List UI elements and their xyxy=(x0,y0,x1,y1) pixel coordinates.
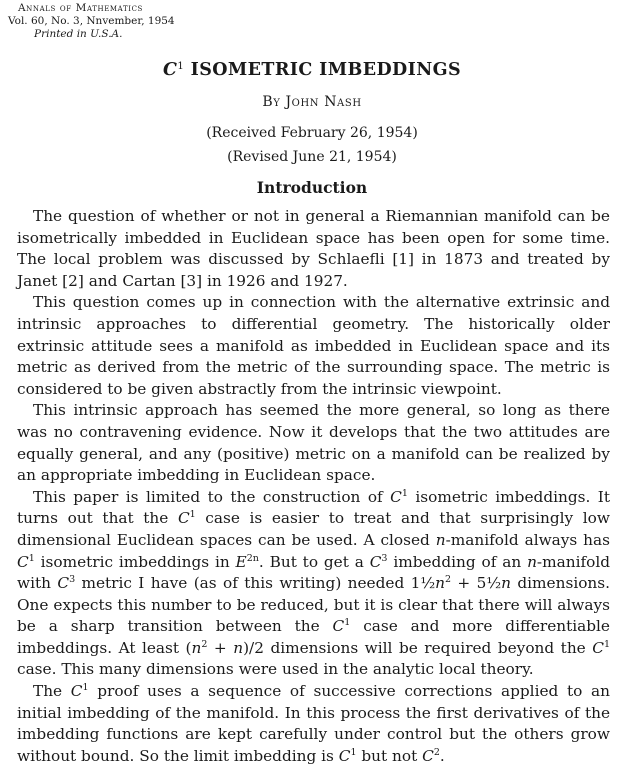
p5-text: proof uses a sequence of successive corrections applied to an initial imbedding of the manifold. In this process the first derivatives of the imbedding functions are kept carefully under control but the others grow without bound. So the limit imbedding is xyxy=(17,682,610,765)
title-text: ISOMETRIC IMBEDDINGS xyxy=(190,60,461,80)
p5-text: but not xyxy=(356,746,423,765)
p4-text: . But to get a xyxy=(258,552,370,571)
math-symbol: C xyxy=(17,552,29,571)
p4-text: -manifold with xyxy=(17,552,611,593)
math-superscript: 2 xyxy=(445,574,452,586)
title-prefix: C xyxy=(163,60,178,80)
math-symbol: E xyxy=(235,552,247,571)
math-symbol: n xyxy=(191,638,202,657)
p4-text: This paper is limited to the construction of xyxy=(33,487,391,506)
p4-text: case and more differentiable imbeddings. At least ( xyxy=(17,617,610,657)
math-superscript: 2 xyxy=(433,746,440,758)
math-superscript: 3 xyxy=(69,574,76,586)
math-symbol: n xyxy=(501,574,512,593)
math-symbol: C xyxy=(422,746,434,765)
math-symbol: n xyxy=(233,638,244,657)
volume-line: Vol. 60, No. 3, Nnvember, 1954 xyxy=(8,15,175,27)
math-superscript: 2n xyxy=(246,552,259,564)
p4-text: isometric imbeddings. It turns out that the xyxy=(17,487,610,528)
p4-text: case is easier to treat and that surprisingly low dimensional Euclidean spaces can be used. A closed xyxy=(17,509,610,549)
paper-title xyxy=(0,60,624,80)
paragraph-4 xyxy=(17,487,610,681)
p4-text: + xyxy=(207,638,234,657)
p4-text: dimensions. One expects this number to be reduced, but it is clear that there will always be a sharp transition between the xyxy=(17,574,610,636)
math-symbol: C xyxy=(177,509,190,528)
p4-text: isometric imbeddings in xyxy=(34,552,236,571)
title-prefix-sup: 1 xyxy=(177,61,185,72)
math-superscript: 1 xyxy=(28,552,35,564)
p4-text: + 5½ xyxy=(451,574,502,593)
math-symbol: n xyxy=(435,530,446,549)
math-superscript: 1 xyxy=(189,509,196,521)
p4-text: case. This many dimensions were used in the analytic local theory. xyxy=(17,660,534,679)
math-symbol: C xyxy=(369,552,382,571)
math-symbol: n xyxy=(435,574,446,593)
math-superscript: 1 xyxy=(82,682,89,694)
math-symbol: C xyxy=(332,617,345,636)
paragraph-5 xyxy=(17,681,610,767)
paragraph-1: The question of whether or not in general a Riemannian manifold can be isometrically imbedded in Euclidean space has been open for some time. The local problem was discussed by Schlaefli [1] in 1873 and treated by Janet [2] and Cartan [3] in 1926 and 1927. xyxy=(17,207,610,290)
math-superscript: 1 xyxy=(401,487,408,499)
math-superscript: 2 xyxy=(201,638,208,650)
math-superscript: 1 xyxy=(603,638,610,650)
math-symbol: C xyxy=(70,682,83,701)
p4-text: )/2 dimensions will be required beyond the xyxy=(243,638,593,657)
received-date: (Received February 26, 1954) xyxy=(206,125,418,141)
p4-text: metric I have (as of this writing) needed 1½ xyxy=(75,574,436,593)
p5-text: . xyxy=(439,746,445,765)
math-symbol: C xyxy=(592,638,604,657)
printed-note: Printed in U.S.A. xyxy=(34,28,123,40)
journal-masthead xyxy=(8,2,175,41)
revised-date: (Revised June 21, 1954) xyxy=(227,149,397,165)
paragraph-2: This question comes up in connection with the alternative extrinsic and intrinsic approaches to differential geometry. The historically older extrinsic attitude sees a manifold as imbedded in Euclidean space and its metric as derived from the metric of the surrounding space. The metric is considered to be given abstractly from the intrinsic viewpoint. xyxy=(17,293,610,398)
math-symbol: C xyxy=(338,746,351,765)
p5-text: The xyxy=(33,682,71,701)
math-symbol: n xyxy=(527,552,537,571)
math-symbol: C xyxy=(57,574,70,593)
p4-text: imbedding of an xyxy=(387,552,528,571)
journal-name: Annals of Mathematics xyxy=(18,2,143,14)
math-superscript: 1 xyxy=(350,746,357,758)
math-superscript: 3 xyxy=(381,552,388,564)
math-superscript: 1 xyxy=(344,617,351,629)
paper-author: By John Nash xyxy=(262,94,362,110)
paragraph-3: This intrinsic approach has seemed the more general, so long as there was no contravening evidence. Now it develops that the two attitudes are equally general, and any (positive) metric on a manifold can be realized by an appropriate imbedding in Euclidean space. xyxy=(17,401,610,485)
paper-body xyxy=(17,206,610,767)
math-symbol: C xyxy=(390,487,402,506)
p4-text: -manifold always has xyxy=(445,530,611,549)
section-heading: Introduction xyxy=(256,178,368,197)
